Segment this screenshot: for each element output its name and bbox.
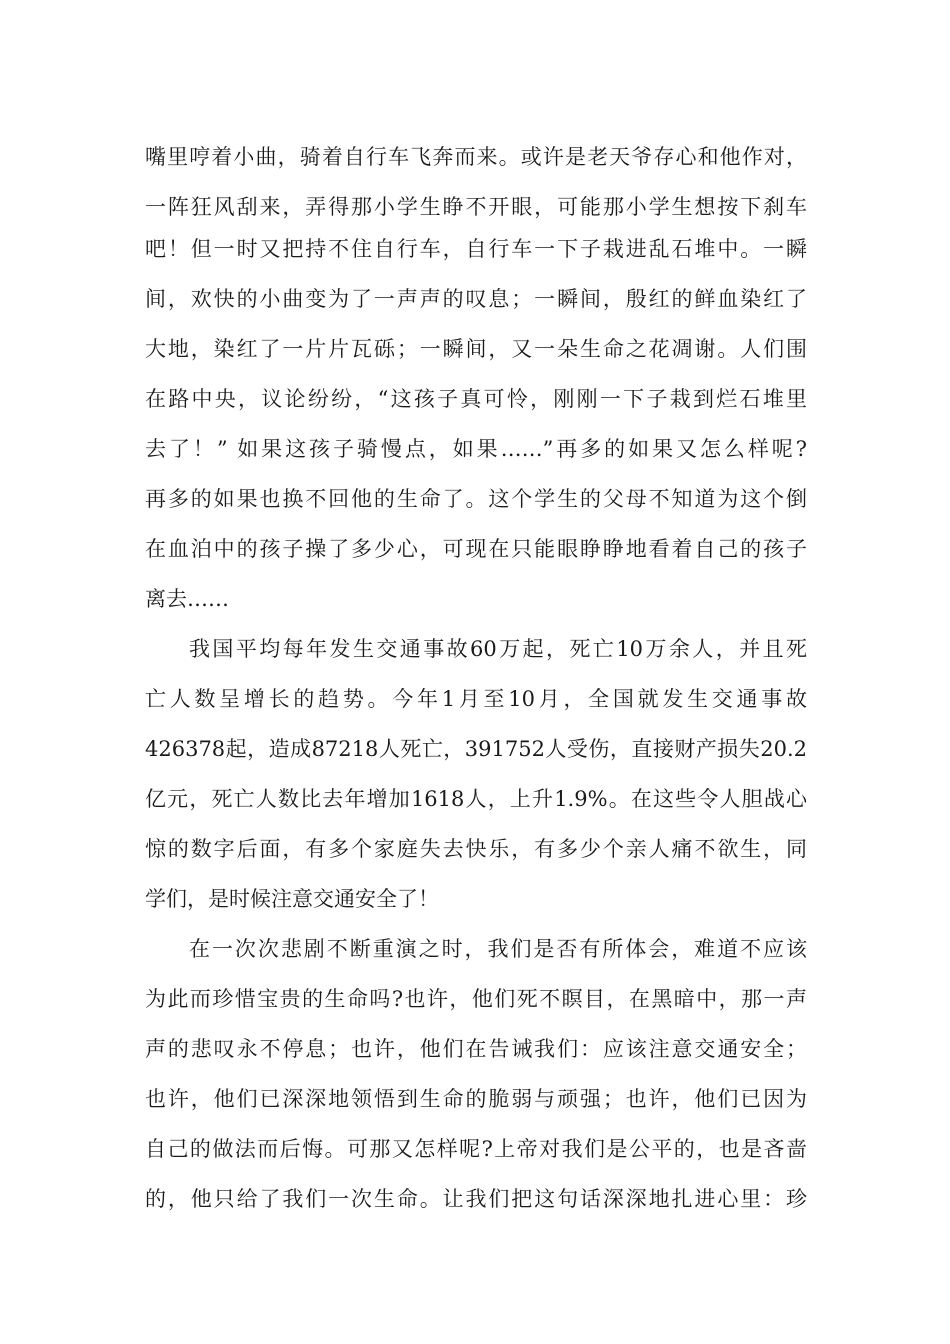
paragraph-3-line-2: 为此而珍惜宝贵的生命吗?也许，他们死不瞑目，在黑暗中，那一声 bbox=[145, 987, 807, 1011]
paragraph-2-line-4: 亿元，死亡人数比去年增加1618人，上升1.9%。在这些令人胆战心 bbox=[145, 787, 807, 811]
paragraph-3-line-6: 的，他只给了我们一次生命。让我们把这句话深深地扎进心里：珍 bbox=[145, 1187, 807, 1211]
paragraph-2-line-5: 惊的数字后面，有多个家庭失去快乐，有多少个亲人痛不欲生，同 bbox=[145, 837, 807, 861]
paragraph-1-line-2: 一阵狂风刮来，弄得那小学生睁不开眼，可能那小学生想按下刹车 bbox=[145, 195, 807, 219]
paragraph-3-line-5: 自己的做法而后悔。可那又怎样呢?上帝对我们是公平的，也是吝啬 bbox=[145, 1137, 807, 1161]
paragraph-2-line-3: 426378起，造成87218人死亡，391752人受伤，直接财产损失20.2 bbox=[145, 737, 807, 761]
paragraph-3-line-3: 声的悲叹永不停息；也许，他们在告诫我们：应该注意交通安全； bbox=[145, 1037, 807, 1061]
paragraph-1-line-3: 吧！但一时又把持不住自行车，自行车一下子栽进乱石堆中。一瞬 bbox=[145, 237, 807, 261]
paragraph-1-line-4: 间，欢快的小曲变为了一声声的叹息；一瞬间，殷红的鲜血染红了 bbox=[145, 287, 807, 311]
paragraph-1-line-10: 离去…… bbox=[145, 587, 229, 611]
paragraph-1-line-5: 大地，染红了一片片瓦砾；一瞬间，又一朵生命之花凋谢。人们围 bbox=[145, 337, 807, 361]
paragraph-1-line-6: 在路中央，议论纷纷，“这孩子真可怜，刚刚一下子栽到烂石堆里 bbox=[145, 387, 807, 411]
paragraph-1-line-8: 再多的如果也换不回他的生命了。这个学生的父母不知道为这个倒 bbox=[145, 487, 807, 511]
paragraph-3-line-4: 也许，他们已深深地领悟到生命的脆弱与顽强；也许，他们已因为 bbox=[145, 1087, 807, 1111]
paragraph-1-line-1: 嘴里哼着小曲，骑着自行车飞奔而来。或许是老天爷存心和他作对， bbox=[145, 145, 807, 169]
paragraph-1-line-7: 去了！” 如果这孩子骑慢点，如果……”再多的如果又怎么样呢? bbox=[145, 437, 807, 461]
paragraph-2-line-1: 我国平均每年发生交通事故60万起，死亡10万余人，并且死 bbox=[189, 637, 807, 661]
paragraph-2-line-2: 亡人数呈增长的趋势。今年1月至10月，全国就发生交通事故 bbox=[145, 687, 807, 711]
paragraph-1-line-9: 在血泊中的孩子操了多少心，可现在只能眼睁睁地看着自己的孩子 bbox=[145, 537, 807, 561]
paragraph-2-line-6: 学们，是时候注意交通安全了！ bbox=[145, 887, 439, 911]
paragraph-3-line-1: 在一次次悲剧不断重演之时，我们是否有所体会，难道不应该 bbox=[189, 937, 807, 961]
